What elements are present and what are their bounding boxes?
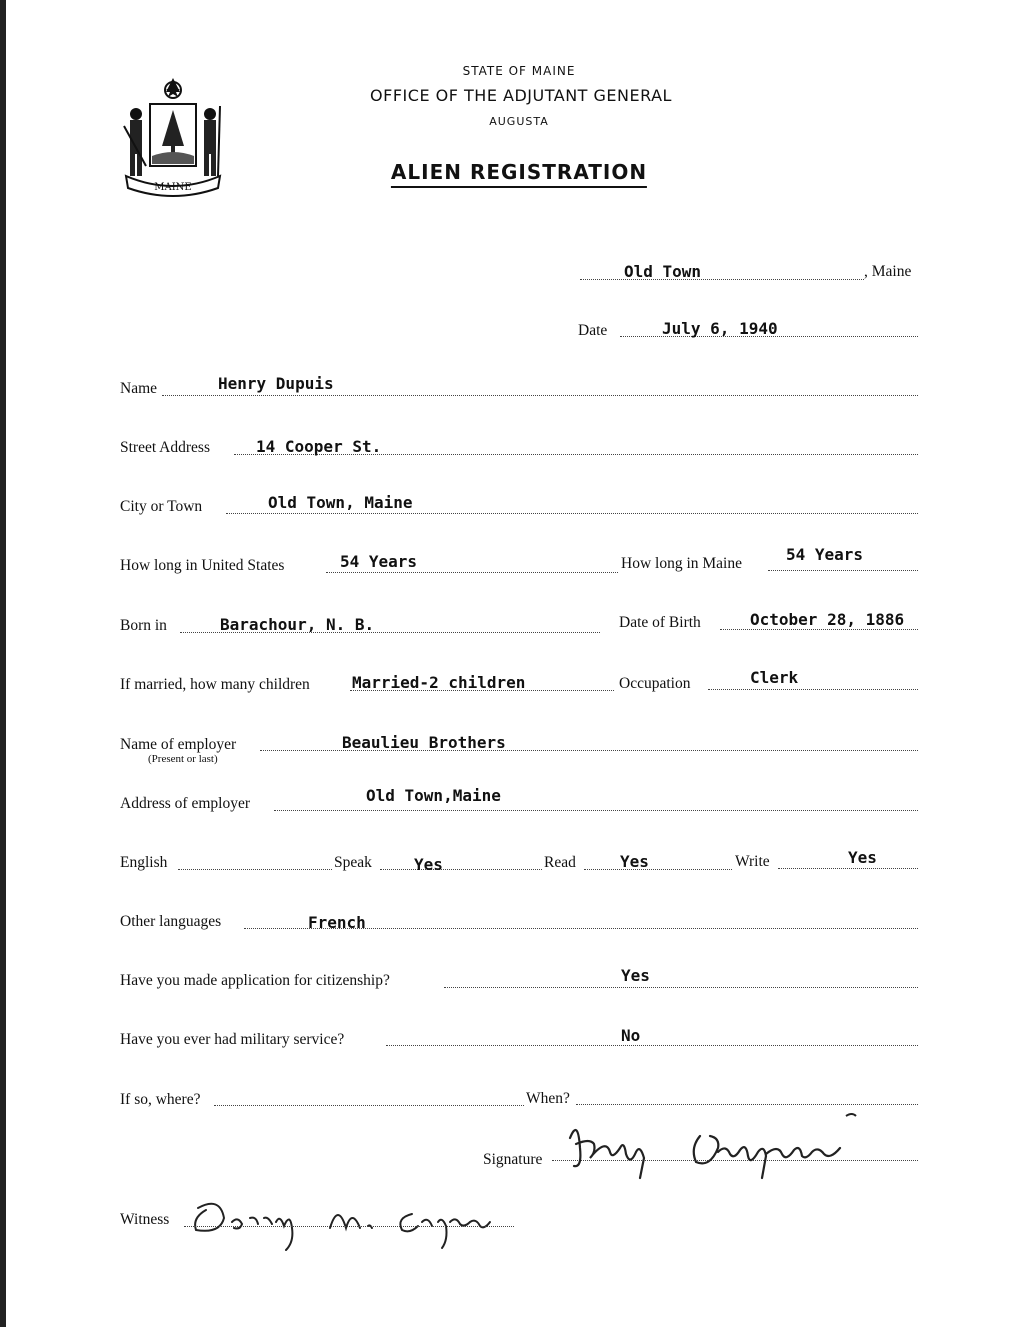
employer-address-label: Address of employer	[120, 795, 250, 812]
witness-label: Witness	[120, 1211, 170, 1228]
read-line	[584, 869, 732, 870]
how-long-us-value: 54 Years	[340, 552, 418, 571]
witness-signature-handwriting	[180, 1188, 520, 1258]
name-line	[162, 395, 918, 396]
date-of-birth-label: Date of Birth	[619, 614, 701, 631]
street-address-value: 14 Cooper St.	[256, 437, 382, 456]
born-in-value: Barachour, N. B.	[220, 615, 375, 634]
name-value: Henry Dupuis	[218, 374, 334, 393]
location-suffix: , Maine	[864, 263, 912, 280]
name-label: Name	[120, 380, 158, 397]
read-label: Read	[544, 854, 576, 871]
date-value: July 6, 1940	[662, 319, 778, 338]
citizenship-label: Have you made application for citizenship?	[120, 972, 390, 989]
date-of-birth-value: October 28, 1886	[750, 610, 905, 629]
citizenship-line	[444, 987, 918, 988]
scan-edge	[0, 0, 6, 1327]
military-value: No	[621, 1026, 641, 1045]
city-value: Old Town, Maine	[268, 493, 413, 512]
form-title: ALIEN REGISTRATION	[391, 160, 647, 188]
location-line	[580, 279, 864, 280]
how-long-us-line	[326, 572, 618, 573]
born-in-label: Born in	[120, 617, 167, 634]
where-label: If so, where?	[120, 1091, 201, 1108]
children-label: If married, how many children	[120, 676, 310, 693]
military-line	[386, 1045, 918, 1046]
occupation-line	[708, 689, 918, 690]
how-long-maine-value: 54 Years	[786, 545, 864, 564]
how-long-maine-line	[768, 570, 918, 571]
write-label: Write	[735, 853, 770, 870]
date-label: Date	[578, 322, 608, 339]
employer-label: Name of employer	[120, 736, 237, 753]
where-line	[214, 1105, 524, 1106]
english-line	[178, 869, 332, 870]
employer-address-value: Old Town,Maine	[366, 786, 501, 805]
employer-sublabel: (Present or last)	[148, 753, 218, 765]
city-heading: AUGUSTA	[489, 115, 549, 128]
speak-label: Speak	[334, 854, 372, 871]
witness-line	[184, 1226, 514, 1227]
signature-label: Signature	[483, 1151, 543, 1168]
speak-line	[380, 869, 542, 870]
other-languages-value: French	[308, 913, 366, 932]
signature-handwriting	[550, 1108, 870, 1188]
english-label: English	[120, 854, 168, 871]
military-label: Have you ever had military service?	[120, 1031, 345, 1048]
street-address-label: Street Address	[120, 439, 210, 456]
how-long-maine-label: How long in Maine	[621, 555, 742, 572]
date-of-birth-line	[720, 629, 918, 630]
employer-value: Beaulieu Brothers	[342, 733, 506, 752]
when-line	[576, 1104, 918, 1105]
citizenship-value: Yes	[621, 966, 650, 985]
state-heading: STATE OF MAINE	[462, 64, 576, 78]
maine-state-seal-icon	[118, 76, 228, 201]
other-languages-label: Other languages	[120, 913, 222, 930]
city-label: City or Town	[120, 498, 203, 515]
write-value: Yes	[848, 848, 877, 867]
seal-scroll-text: MAINE	[154, 182, 192, 193]
occupation-value: Clerk	[750, 668, 799, 687]
when-label: When?	[526, 1090, 570, 1107]
read-value: Yes	[620, 852, 649, 871]
children-value: Married-2 children	[352, 673, 526, 692]
city-line	[226, 513, 918, 514]
location-value: Old Town	[624, 262, 702, 281]
employer-address-line	[274, 810, 918, 811]
office-heading: OFFICE OF THE ADJUTANT GENERAL	[370, 86, 672, 105]
write-line	[778, 868, 918, 869]
occupation-label: Occupation	[619, 675, 691, 692]
speak-value: Yes	[414, 855, 443, 874]
how-long-us-label: How long in United States	[120, 557, 285, 574]
